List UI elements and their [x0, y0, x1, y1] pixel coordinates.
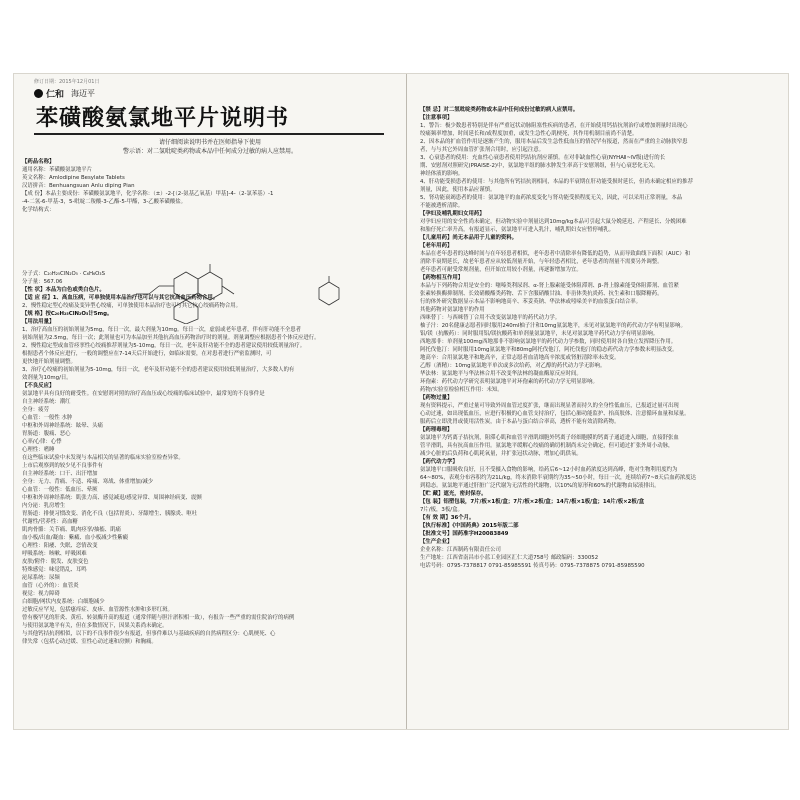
- text-line: 减少心脏的后负荷和心肌耗氧量，并扩张冠状动脉，增加心肌供氧。: [420, 451, 582, 457]
- text-line: 剂量，因此，使用本品应谨慎。: [420, 187, 496, 193]
- text-line: 地高辛：合用氨氯地平和地高辛，正常志愿者血清地高辛浓度或肾脏清除率未改变。: [420, 355, 620, 361]
- text-line: 老年患者可耐受常规剂量，但开始宜用较小剂量，再逐渐增加为宜。: [420, 267, 582, 273]
- text-line: 2、慢性稳定型心绞痛及变异型心绞痛，可单独使用本品治疗也可与其它抗心绞痛药物合用。: [22, 303, 242, 309]
- text-line: 3、治疗心绞痛的初始剂量为5-10mg，每日一次，老年及肝功能不全的患者建议使用较低剂量治疗，大多数人的有: [22, 367, 295, 373]
- section-heading: 【不良反应】: [22, 383, 55, 389]
- text-line: 视觉：视力障碍: [22, 591, 60, 597]
- section-heading: 【药理毒理】: [420, 427, 453, 433]
- brand: [34, 87, 95, 100]
- section-heading: 【药代动力学】: [420, 459, 458, 465]
- text-line: 心动过速，如出现低血压，应进行积极的心血管支持治疗，包括心肺功能监护、抬高肢体、注意循环血量和尿量。: [420, 411, 690, 417]
- section-heading: 【生产企业】: [420, 539, 453, 545]
- text-line: 心血管：一般性 水肿: [22, 415, 73, 421]
- text-line: 64~80%，表观分布容积约为21L/kg，终末消除半衰期约为35~50小时，每日一次，连续给药7~8天后血药浓度达: [420, 475, 697, 481]
- text-line: 泌尿系统：尿频: [22, 575, 60, 581]
- text-line: 环孢素：药代动力学研究表明氨氯地平对环孢素的药代动力学无明显影响。: [420, 379, 598, 385]
- section-heading: 【有 效 期】36个月。: [420, 515, 475, 521]
- text-line: 在这些临床试验中未发现与本品相关的显著的临床实验室检查异常。: [22, 455, 184, 461]
- text-line: 全身：疲劳: [22, 407, 49, 413]
- text-line: 铝/镁（抗酸药）：同时服用铝/镁抗酸药和单剂量氨氯地平，未见对氨氯地平药代动力学有明显影响。: [420, 331, 659, 337]
- text-line: 分子量：567.06: [22, 279, 63, 285]
- brand-sub: 海迈平: [71, 89, 96, 98]
- text-line: 通用名称：苯磺酸氨氯地平片: [22, 167, 93, 173]
- text-line: 神经体液的影响。: [420, 171, 464, 177]
- text-line: 不能被透析清除。: [420, 203, 464, 209]
- text-line: 西咪替丁：与西咪替丁合用不改变氨氯地平的药代动力学。: [420, 315, 561, 321]
- text-line: 乙醇（酒精）：10mg氨氯地平单次或多次给药，对乙醇的药代动力学无影响。: [420, 363, 606, 369]
- text-line: 西地那非：单剂量100mg西地那非不影响氨氯地平的药代动力学参数，同时使用时各自独立发挥降压作用。: [420, 339, 677, 345]
- section-heading: 【规 格】按C₂₀H₂₅ClN₂O₅计5mg。: [22, 311, 113, 317]
- left-column: [14, 74, 407, 729]
- text-line: 2、因本品的扩血管作用是逐渐产生的，服用本品后发生急性低血压的情况罕有报道，然而在严重的主动脉狭窄患: [420, 139, 688, 145]
- section-heading: 【药物过量】: [420, 395, 453, 401]
- text-line: 化学结构式：: [22, 207, 55, 213]
- section-heading: 【包 装】铝塑包装，7片/板×1板/盒；7片/板×2板/盒；14片/板×1板/盒；14片/板×2板/盒: [420, 499, 645, 505]
- text-line: 胃肠道：排便习惯改变、消化不良（包括胃炎）、牙龈增生、胰腺炎、呕吐: [22, 511, 198, 517]
- text-line: 阿托伐他汀：同时服用10mg氨氯地平和80mg阿托伐他汀，阿托伐他汀的稳态药代动力学参数未明显改变。: [420, 347, 678, 353]
- section-heading: 【性 状】本品为白色或类白色片。: [22, 287, 105, 293]
- text-line: 3、心衰患者的使用：充血性心衰患者使用钙拮抗剂应谨慎。在对非缺血性心衰(NYHAⅡ~Ⅳ级)进行的长: [420, 155, 666, 161]
- text-line: 氨氯地平具有良好的耐受性。在安慰剂对照的治疗高血压或心绞痛的临床试验中，最常见的不良事件是: [22, 391, 265, 397]
- text-line: 初始剂量为2.5mg，每日一次；此剂量也可为本品加至其他抗高血压药物治疗时的剂量。剂量调整应根据患者个体反应进行。: [22, 335, 320, 341]
- notice-read-carefully: 请仔细阅读说明书并在医师指导下使用: [158, 139, 261, 146]
- section-heading: 【禁 忌】对二氢吡啶类药物或本品中任何成份过敏的病人应禁用。: [420, 107, 579, 113]
- text-line: 内分泌：乳房增生: [22, 503, 66, 509]
- text-line: 到稳态。氨氯地平通过肝脏广泛代谢为无活性的代谢物，以10%的原形和60%的代谢物由尿液排出。: [420, 483, 660, 489]
- text-line: 华法林：氨氯地平与华法林合用不改变华法林的凝血酶原反应时间。: [420, 371, 582, 377]
- text-line: 代谢性/营养性：高血糖: [22, 519, 78, 525]
- text-line: 本品与下列药物合用是安全的：噻嗪类利尿剂、α-肾上腺素能受体阻滞剂、β-肾上腺素能受体阻滞剂、血管紧: [420, 283, 679, 289]
- text-line: 血小板/出血/凝血：紫癜、血小板减少性紫癜: [22, 535, 129, 541]
- right-column: [414, 74, 784, 729]
- document-title: 苯磺酸氨氯地平片说明书: [36, 106, 290, 131]
- text-line: 和胎仔死亡率升高，有报道显示，氨氯地平可进入乳汁，哺乳期妇女应暂停哺乳。: [420, 227, 615, 233]
- section-heading: 【适 应 症】1、高血压病，可单独使用本品治疗也可以与其它抗高血压药物合用。: [22, 295, 219, 301]
- text-line: 肌肉骨骼：关节痛、肌肉痉挛/抽搐、肌痛: [22, 527, 121, 533]
- text-line: 7片/板，3板/盒。: [420, 507, 463, 513]
- text-line: 对孕妇应用的安全性尚未确定，但动物实验中剂量达到10mg/kg本品可引起大鼠分娩延迟、产程延长、分娩困难: [420, 219, 687, 225]
- section-heading: 【老年用药】: [420, 243, 453, 249]
- section-heading: 【执行标准】《中国药典》2015年版二部: [420, 523, 519, 529]
- text-line: 心理性：阳痿、失眠、恋情改变: [22, 543, 98, 549]
- text-line: 自主神经系统：口干、出汗增加: [22, 471, 98, 477]
- text-line: 氨氯地平口服吸收良好，且不受摄入食物的影响，给药后6~12小时血药浓度达到高峰，绝对生物利用度约为: [420, 467, 678, 473]
- text-line: 更快地开始剂量调整。: [22, 359, 76, 365]
- text-line: 其他药物对氨氯地平的作用: [420, 307, 485, 313]
- text-line: 英文名称：Amlodipine Besylate Tablets: [22, 175, 125, 181]
- text-line: 柚子汁：20名健康志愿者同时服用240ml柚子汁和10mg氨氯地平，未见对氨氯地平的药代动力学有明显影响。: [420, 323, 686, 329]
- brand-name: 仁和: [46, 90, 65, 100]
- text-line: 4、肝功能受损患者的使用：与其他所有钙拮抗剂相同，本品的半衰期在肝功能受损时延长，但尚未确定相应的推荐: [420, 179, 693, 185]
- section-heading: 【孕妇及哺乳期妇女用药】: [420, 211, 485, 217]
- text-line: 分子式：C₂₀H₂₅ClN₂O₅ · C₆H₆O₃S: [22, 271, 105, 277]
- text-line: 药物/实验室检验相互作用：未知。: [420, 387, 503, 393]
- text-line: 全身：无力、背痛、不适、疼痛、寒战、体重增加/减少: [22, 479, 154, 485]
- text-line: 【成 份】本品主要成份：苯磺酸氨氯地平，化学名称：（±）-2-[（2-氨基乙氧基）甲基]-4-（2-氯苯基）-1: [22, 191, 274, 197]
- notice-warning: 警示语：对二氢吡啶类药物或本品中任何成分过敏的病人应禁用。: [122, 148, 297, 155]
- text-line: 胃肠道：腹痛、恶心: [22, 431, 71, 437]
- title-rule: [34, 133, 384, 135]
- text-line: 中枢和外周神经系统：肌张力高、感觉减退/感觉异常、周围神经病变、震颤: [22, 495, 202, 501]
- text-line: 电话号码：0795-7378817 0791-85985591 传真号码：0795-7378875 0791-85985590: [420, 563, 645, 569]
- text-line: 血管（心外的）：血管炎: [22, 583, 79, 589]
- text-line: 心血管：一般性：低血压、晕厥: [22, 487, 98, 493]
- text-line: 氨氯地平为钙离子拮抗剂，阻滞心肌和血管平滑肌细胞外钙离子经细胞膜的钙离子通道进入细胞，直接舒张血: [420, 435, 679, 441]
- text-line: 现有资料提示，严重过量可导致外周血管过度扩张，继而出现显著而持久的全身性低血压，已报道过量可出现: [420, 403, 679, 409]
- text-line: 特殊感觉：味觉错乱、耳鸣: [22, 567, 87, 573]
- text-line: 白细胞/网状内皮系统：白细胞减少: [22, 599, 105, 605]
- text-line: 曾有极罕见的肝炎、黄疸、转氨酶升高的报道（通常伴随与胆汁淤积相一致），有报告一些严重的需住院治疗的病例: [22, 615, 295, 621]
- text-line: 1、治疗高血压的初始剂量为5mg，每日一次，最大剂量为10mg。每日一次，虚弱或老年患者，伴有肝功能不全患者: [22, 327, 302, 333]
- text-line: -4-二氢-6-甲基-3，5-吡啶二羧酸-3-乙酯-5-甲酯，3-乙酸苯磺酸盐。: [22, 199, 186, 205]
- text-line: 者，与与其它外周血管扩张剂合用时，应引起注意。: [420, 147, 544, 153]
- text-line: 中枢和外周神经系统：眩晕、头痛: [22, 423, 103, 429]
- text-line: 消除半衰期延长，故老年患者应从较低剂量开始，与年轻患者相比，老年患者的剂量不需要另外调整。: [420, 259, 663, 265]
- text-line: 与使用氨氯地平有关，但在多数情况下，因果关系尚未确定。: [22, 623, 168, 629]
- text-line: 行的体外研究数据显示本品不影响地高辛、苯妥英钠、华法林或吲哚美辛的血浆蛋白结合率。: [420, 299, 642, 305]
- text-line: 上市后观察到的较少见不良事件有: [22, 463, 103, 469]
- text-line: 期、安慰剂对照研究(PRAISE-2)中，氨氯地平组的肺水肿发生率高于安慰剂组，但与心衰恶化无关。: [420, 163, 659, 169]
- brand-logo-icon: [34, 89, 43, 98]
- revision-date: 修订日期：2015年12月01日: [34, 79, 100, 85]
- text-line: 汉语拼音：Benhuangsuan Anlu diping Pian: [22, 183, 135, 189]
- text-line: 呼吸系统：咳嗽、呼吸困难: [22, 551, 87, 557]
- section-heading: 【药物相互作用】: [420, 275, 464, 281]
- section-heading: 【儿童用药】尚无本品用于儿童的资料。: [420, 235, 518, 241]
- text-line: 与其他钙拮抗剂相似，以下的不良事件很少有报道，但事件难以与基础疾病的自然病程区分：心肌梗死、心: [22, 631, 276, 637]
- text-line: 5、肾功能衰竭患者的使用：氨氯地平的血药浓度变化与肾功能受损程度无关，因此，可以采用正常剂量，本品: [420, 195, 683, 201]
- text-line: 张素转换酶抑制剂、长效硝酸酯类药物、舌下含服硝酸甘油、非甾体类抗炎药、抗生素和口服降糖药。: [420, 291, 663, 297]
- section-heading: 【用法用量】: [22, 319, 55, 325]
- text-line: 效剂量为10mg/日。: [22, 375, 72, 381]
- text-line: 根据患者个体反应进行，一般的调整应在7-14天后开始进行，如临床需要，在对患者进行严密监测时，可: [22, 351, 272, 357]
- text-line: 服药后立即洗胃或使用活性炭，由于本品与蛋白结合率高，透析不能有效清除药物。: [420, 419, 620, 425]
- text-line: 心理性：嗜睡: [22, 447, 55, 453]
- text-line: 2、慢性稳定型或血管痉挛性心绞痛推荐剂量为5-10mg，每日一次，老年及肝功能不全的患者建议使用较低剂量治疗。: [22, 343, 306, 349]
- text-line: 过敏反应罕见，包括瘙痒症、皮疹、血管源性水肿和多形红斑。: [22, 607, 173, 613]
- text-line: 管平滑肌，具有抗高血压作用。氨氯地平缓解心绞痛的确切机制尚未完全确定，但可通过扩张外周小动脉，: [420, 443, 674, 449]
- text-line: 企业名称：江西制药有限责任公司: [420, 547, 501, 553]
- text-line: 生产地址：江西省南昌市小蓝工业园区汇仁大道758号 邮政编码：330052: [420, 555, 599, 561]
- section-heading: 【药品名称】: [22, 159, 55, 165]
- section-heading: 【贮 藏】遮光，密封保存。: [420, 491, 487, 497]
- section-heading: 【注意事项】: [420, 115, 453, 121]
- text-line: 本品在老年患者的达峰时间与在年轻患者相似，老年患者中清除率有降低的趋势，从而导致曲线下面积（AUC）和: [420, 251, 691, 257]
- text-line: 皮肤/附件：脱发、皮肤变色: [22, 559, 89, 565]
- leaflet-sheet: [14, 74, 788, 729]
- text-line: 自主神经系统：潮红: [22, 399, 71, 405]
- section-heading: 【批准文号】国药准字H20083849: [420, 531, 509, 537]
- text-line: 1、警告：极少数患者特别是伴有严重冠状动脉阻塞性疾病的患者，在开始使用钙拮抗剂治疗或增加剂量时出现心: [420, 123, 688, 129]
- text-line: 心率/心律：心悸: [22, 439, 62, 445]
- text-line: 绞痛频率增加，时间延长和/或程度加重，或发生急性心肌梗死，其作用机制目前尚不清楚。: [420, 131, 638, 137]
- text-line: 律失常（包括心动过缓、室性心动过速和房颤）和胸痛。: [22, 639, 157, 645]
